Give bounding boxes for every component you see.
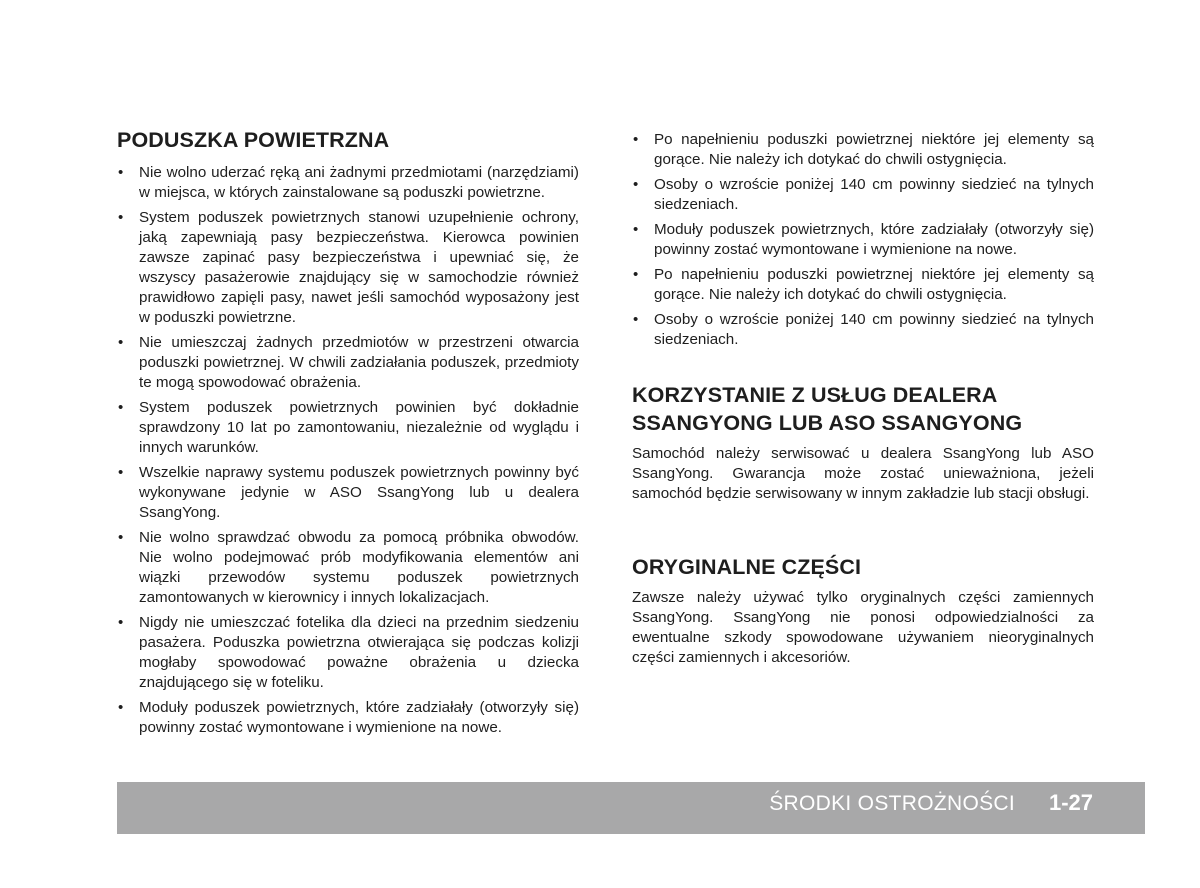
page-number: 1-27 xyxy=(1048,790,1093,815)
list-item xyxy=(632,310,1094,350)
list-item-text: Wszelkie naprawy systemu poduszek powietrznych powinny być wykonywane jedynie w ASO SsangYong lub u dealera SsangYong. xyxy=(139,464,579,521)
list-item xyxy=(117,463,579,523)
airbag-bullet-list-continued xyxy=(632,130,1094,350)
dealer-heading-line-2: SSANGYONG LUB ASO SSANGYONG xyxy=(632,411,1023,435)
dealer-paragraph: Samochód należy serwisować u dealera SsangYong lub ASO SsangYong. Gwarancja może zostać unieważniona, jeżeli samochód będzie serwisowany w innym zakładzie lub stacji obsługi. xyxy=(632,445,1094,502)
bullet-icon: • xyxy=(633,221,639,238)
list-item xyxy=(117,613,579,693)
bullet-icon: • xyxy=(118,699,124,716)
original-parts-heading: ORYGINALNE CZĘŚCI xyxy=(632,555,862,579)
list-item xyxy=(117,528,579,608)
list-item-text: System poduszek powietrznych powinien być dokładnie sprawdzony 10 lat po zamontowaniu, niezależnie od wyglądu i innych warunków. xyxy=(139,399,579,456)
list-item xyxy=(632,265,1094,305)
list-item xyxy=(632,220,1094,260)
list-item xyxy=(117,163,579,203)
airbag-heading: PODUSZKA POWIETRZNA xyxy=(117,128,390,152)
list-item xyxy=(117,698,579,738)
bullet-icon: • xyxy=(118,209,124,226)
list-item xyxy=(117,208,579,328)
list-item-text: Po napełnieniu poduszki powietrznej niektóre jej elementy są gorące. Nie należy ich dotykać do chwili ostygnięcia. xyxy=(654,131,1094,168)
bullet-icon: • xyxy=(633,266,639,283)
bullet-icon: • xyxy=(118,334,124,351)
original-parts-section xyxy=(632,553,1094,668)
footer-section-title: ŚRODKI OSTROŻNOŚCI xyxy=(769,792,1015,815)
airbag-bullet-list xyxy=(117,163,579,738)
dealer-section xyxy=(632,381,1094,504)
bullet-icon: • xyxy=(633,176,639,193)
right-column xyxy=(632,130,1094,668)
list-item xyxy=(117,398,579,458)
original-parts-paragraph: Zawsze należy używać tylko oryginalnych części zamiennych SsangYong. SsangYong nie ponosi odpowiedzialności za ewentualne szkody spowodowane używaniem nieoryginalnych części zamiennych i akcesoriów. xyxy=(632,589,1094,666)
bullet-icon: • xyxy=(118,529,124,546)
list-item-text: Osoby o wzroście poniżej 140 cm powinny siedzieć na tylnych siedzeniach. xyxy=(654,176,1094,213)
list-item xyxy=(632,130,1094,170)
bullet-icon: • xyxy=(633,311,639,328)
bullet-icon: • xyxy=(118,464,124,481)
left-column xyxy=(117,126,579,743)
list-item-text: Nie wolno uderzać ręką ani żadnymi przedmiotami (narzędziami) w miejsca, w których zainstalowane są poduszki powietrzne. xyxy=(139,164,579,201)
list-item-text: System poduszek powietrznych stanowi uzupełnienie ochrony, jaką zapewniają pasy bezpieczeństwa. Kierowca powinien zawsze zapinać pasy bezpieczeństwa i upewniać się, że wszyscy pasażerowie znajdujący się w samochodzie również prawidłowo zapięli pasy, nawet jeśli samochód wyposażony jest w poduszki powietrzne. xyxy=(139,209,579,326)
list-item-text: Nigdy nie umieszczać fotelika dla dzieci na przednim siedzeniu pasażera. Poduszka powietrzna otwierająca się podczas kolizji mogłaby spowodować poważne obrażenia u dziecka znajdującego się w foteliku. xyxy=(139,614,579,691)
list-item xyxy=(117,333,579,393)
dealer-heading-line-1: KORZYSTANIE Z USŁUG DEALERA xyxy=(632,383,998,407)
bullet-icon: • xyxy=(118,614,124,631)
list-item-text: Moduły poduszek powietrznych, które zadziałały (otworzyły się) powinny zostać wymontowane i wymienione na nowe. xyxy=(654,221,1094,258)
list-item xyxy=(632,175,1094,215)
list-item-text: Nie wolno sprawdzać obwodu za pomocą próbnika obwodów. Nie wolno podejmować prób modyfikowania elementów ani wiązki przewodów systemu poduszek powietrznych zamontowanych w kierownicy i innych lokalizacjach. xyxy=(139,529,579,606)
list-item-text: Nie umieszczaj żadnych przedmiotów w przestrzeni otwarcia poduszki powietrznej. W chwili zadziałania poduszek, przedmioty te mogą spowodować obrażenia. xyxy=(139,334,579,391)
dealer-heading xyxy=(632,381,1094,437)
bullet-icon: • xyxy=(118,399,124,416)
bullet-icon: • xyxy=(118,164,124,181)
list-item-text: Moduły poduszek powietrznych, które zadziałały (otworzyły się) powinny zostać wymontowane i wymienione na nowe. xyxy=(139,699,579,736)
list-item-text: Osoby o wzroście poniżej 140 cm powinny siedzieć na tylnych siedzeniach. xyxy=(654,311,1094,348)
list-item-text: Po napełnieniu poduszki powietrznej niektóre jej elementy są gorące. Nie należy ich dotykać do chwili ostygnięcia. xyxy=(654,266,1094,303)
bullet-icon: • xyxy=(633,131,639,148)
page-footer-bar xyxy=(117,782,1145,834)
